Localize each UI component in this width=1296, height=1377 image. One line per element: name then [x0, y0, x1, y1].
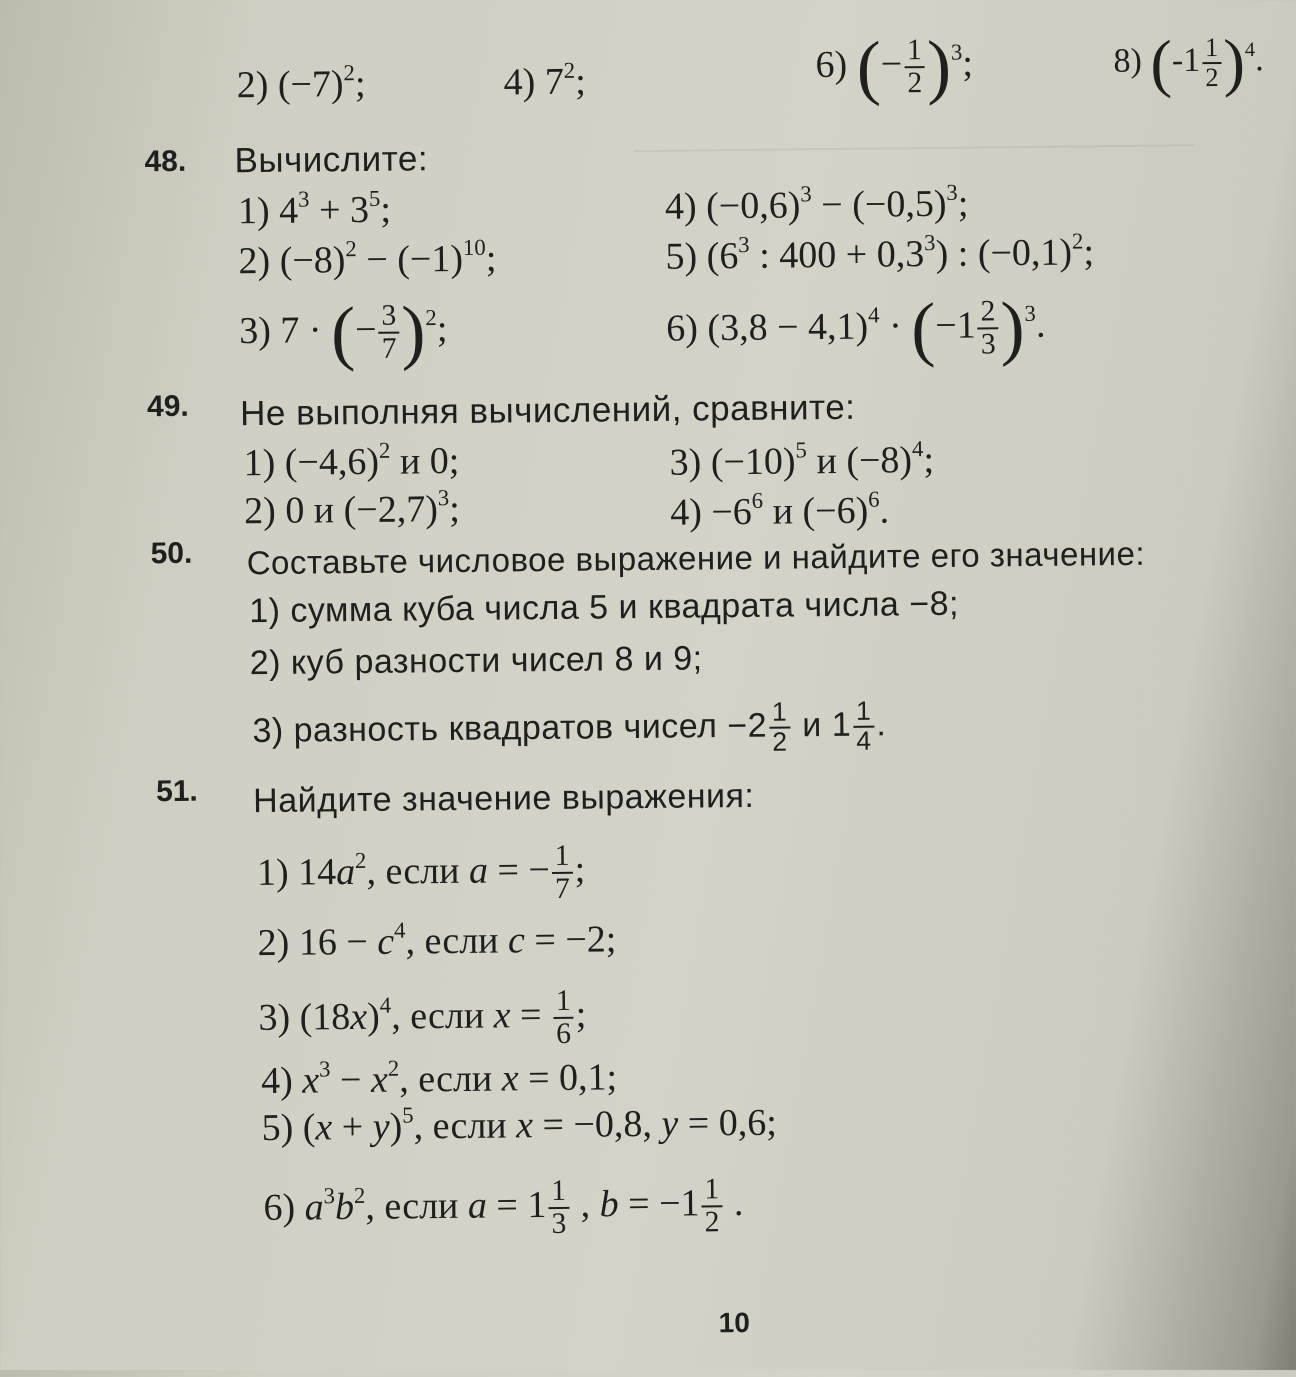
fraction: $\frac{1}{7}$ — [552, 841, 573, 905]
ex50-item-3: 3) разность квадратов чисел −2 $\frac{1}{2}$ и 1 $\frac{1}{4}$ . — [252, 695, 887, 757]
ex47-item-8: 8) (-1 $\frac{1}{2}$ )$^4$. — [1113, 25, 1264, 99]
ex47-item-4: 4) $7^2$; — [503, 57, 587, 104]
exercise-number: 51. — [155, 774, 198, 809]
fraction: $\frac{1}{4}$ — [853, 698, 875, 756]
ex48-item-4: 4) $(-0,6)^3 - (-0,5)^3$; — [664, 179, 969, 228]
ex48-item-2: 2) $(-8)^2 - (-1)^{10}$; — [238, 234, 497, 283]
ex48-item-5: 5) ($6^3$ : $400 + 0,3^3$) : $(-0,1)^2$; — [665, 228, 1095, 278]
exercise-number: 49. — [146, 389, 189, 424]
fraction: $\frac{2}{3}$ — [977, 296, 998, 360]
ex48-item-6: 6) $(3,8 - 4,1)^4 \cdot (-1$ $\frac{2}{3}$ )$^3$. — [666, 287, 1046, 369]
ex51-item-3: 3) $(18x)^4$, если x = $\frac{1}{6}$ ; — [258, 984, 587, 1051]
exercise-number: 50. — [150, 536, 193, 571]
fraction: $\frac{1}{3}$ — [548, 1176, 569, 1240]
exercise-title: Найдите значение выражения: — [252, 776, 755, 821]
ex51-item-6: 6) $a^3b^2$, если a = 1 $\frac{1}{3}$ , b = −1 $\frac{1}{2}$ . — [263, 1173, 744, 1241]
ex47-item-6: 6) (− $\frac{1}{2}$ )$^3$; — [815, 26, 974, 108]
ex50-item-2: 2) куб разности чисел 8 и 9; — [249, 639, 703, 683]
exercise-title: Составьте числовое выражение и найдите его значение: — [246, 534, 1146, 582]
fraction: $\frac{1}{2}$ — [904, 35, 925, 99]
exercise-title: Не выполняя вычислений, сравните: — [239, 387, 856, 434]
ex51-item-1: 1) $14a^2$, если a = − $\frac{1}{7}$ ; — [256, 839, 586, 906]
ex51-item-5: 5) $(x + y)^5$, если x = −0,8, y = 0,6; — [261, 1101, 777, 1150]
bleed-through — [634, 144, 1194, 164]
exercise-number: 48. — [144, 144, 187, 179]
exercise-title: Вычислите: — [234, 139, 429, 181]
ex48-item-1: 1) $4^3 + 3^5$; — [237, 185, 392, 233]
ex47-item-2: 2) $(-7)^2$; — [236, 60, 366, 107]
fraction: $\frac{1}{2}$ — [701, 1174, 722, 1238]
fraction: $\frac{1}{6}$ — [553, 986, 574, 1050]
ex49-item-4: $4) -6^6$ и $(-6)^6$. — [669, 486, 890, 534]
ex48-item-3: 3) 7 · (− $\frac{3}{7}$ )$^2$; — [239, 291, 448, 373]
ex49-item-3: 3) $(-10)^5$ и $(-8)^4$; — [669, 436, 935, 484]
ex51-item-2: 2) $16 - c^4$, если c = −2; — [257, 917, 617, 965]
ex49-item-1: 1) $(-4,6)^2$ и 0; — [243, 437, 460, 485]
fraction: $\frac{1}{2}$ — [769, 699, 791, 757]
fraction: $\frac{3}{7}$ — [378, 301, 399, 365]
ex49-item-2: 2) 0 и $(-2,7)^3$; — [243, 485, 461, 533]
ex50-item-1: 1) сумма куба числа 5 и квадрата числа −8; — [249, 584, 960, 631]
fraction: $\frac{1}{2}$ — [1202, 34, 1222, 92]
ex51-item-4: 4) $x^3 - x^2$, если x = 0,1; — [260, 1055, 618, 1103]
page-number: 10 — [718, 1306, 750, 1339]
